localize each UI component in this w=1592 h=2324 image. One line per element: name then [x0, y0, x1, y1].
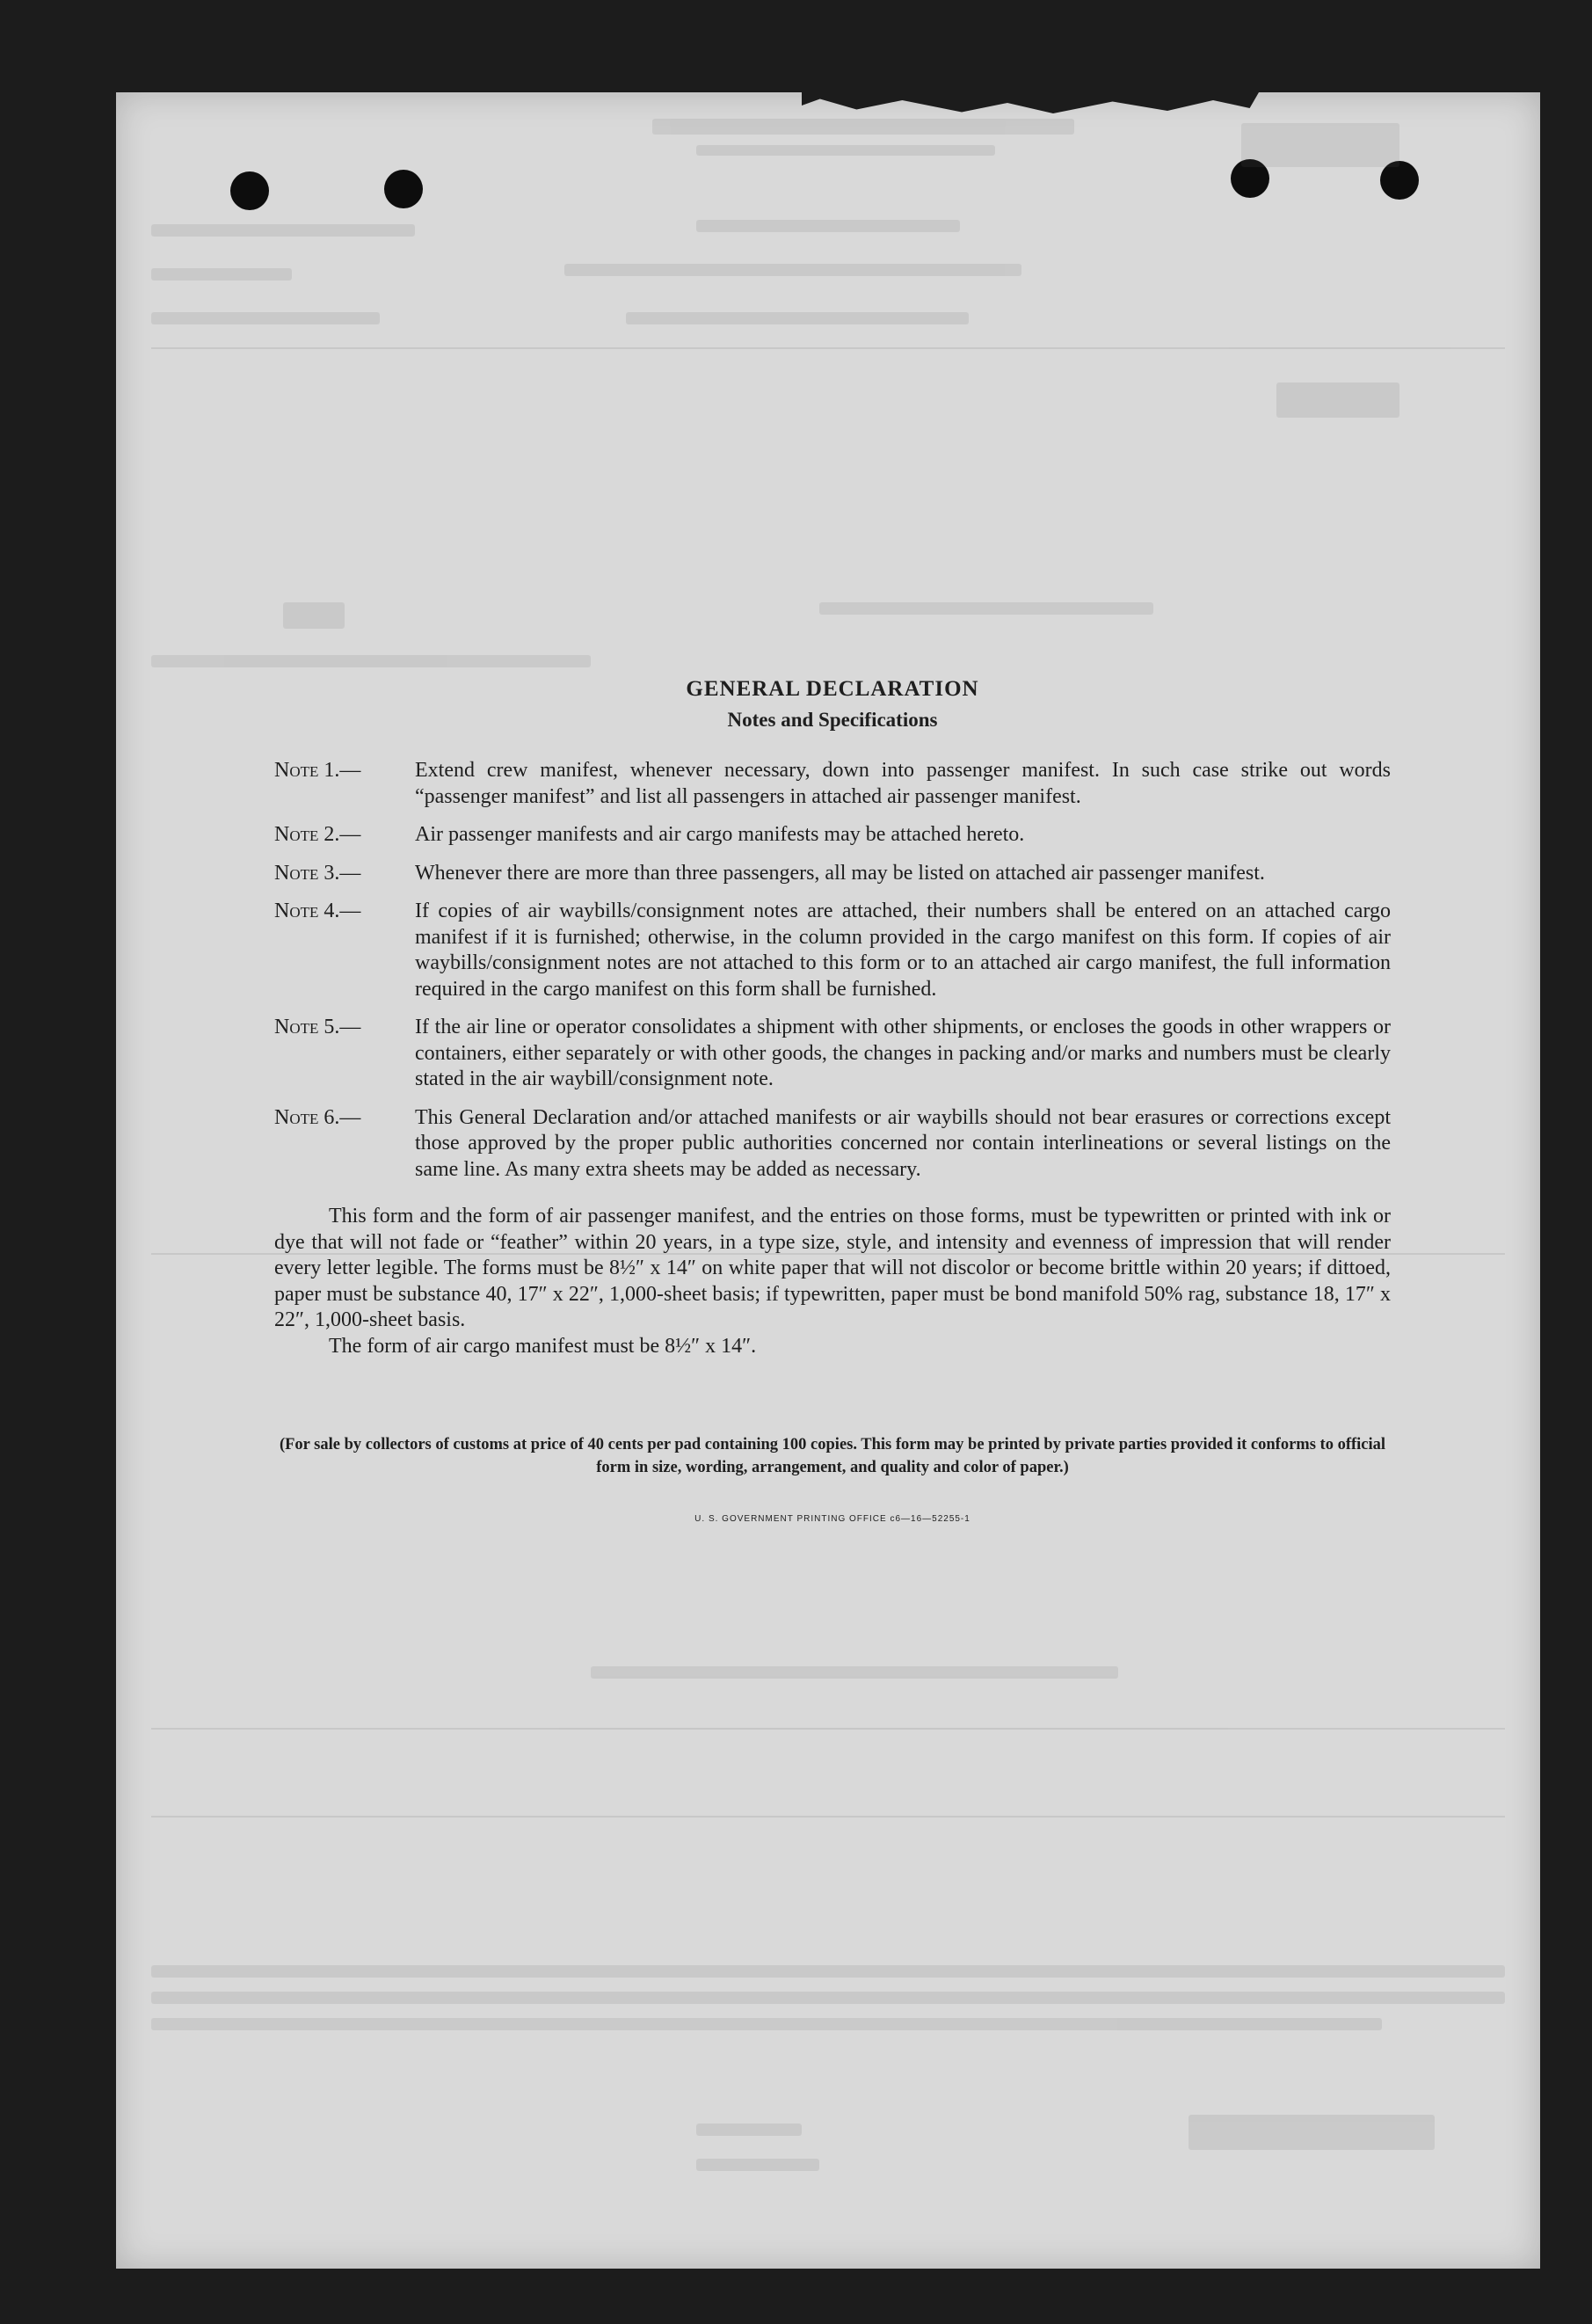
note-label: Note 1.— — [274, 759, 361, 782]
note-6 — [274, 1105, 1391, 1184]
note-label: Note 3.— — [274, 861, 361, 885]
note-2 — [274, 822, 1391, 849]
printer-imprint: U. S. GOVERNMENT PRINTING OFFICE c6—16—52255-1 — [694, 1514, 970, 1524]
torn-edge — [802, 92, 1259, 119]
note-1 — [274, 758, 1391, 810]
cargo-manifest-size-paragraph: The form of air cargo manifest must be 8½″ x 14″. — [329, 1334, 757, 1358]
punch-hole-icon — [1380, 161, 1419, 200]
note-text: Extend crew manifest, whenever necessary, down into passenger manifest. In such case strike out words “passenger manifest” and list all passengers in attached air passenger manifest. — [415, 759, 1391, 808]
paper-specification-paragraph: This form and the form of air passenger manifest, and the entries on those forms, must be typewritten or printed with ink or dye that will not fade or “feather” within 20 years, in a type size, style, and intensity and evenness of impression that will render every letter legible. The forms must be 8½″ x 14″ on white paper that will not discolor or become brittle within 20 years; if dittoed, paper must be substance 40, 17″ x 22″, 1,000-sheet basis; if typewritten, paper must be bond manifold 50% rag, substance 18, 17″ x 22″, 1,000-sheet basis. — [274, 1205, 1391, 1331]
notes-content — [274, 677, 1391, 1524]
punch-hole-icon — [230, 171, 269, 210]
note-text: This General Declaration and/or attached manifests or air waybills should not bear erasures or corrections except those approved by the proper public authorities concerned nor contain interlineations or several listings on the same line. As many extra sheets may be added as necessary. — [415, 1105, 1391, 1181]
note-5 — [274, 1015, 1391, 1093]
sale-notice: (For sale by collectors of customs at price of 40 cents per pad containing 100 copies. This form may be printed by private parties provided it conforms to official form in size, wording, arrangement, and quality and color of paper.) — [279, 1436, 1386, 1476]
note-text: If copies of air waybills/consignment notes are attached, their numbers shall be entered on an attached cargo manifest if it is furnished; otherwise, in the column provided in the cargo manifest on this form. If copies of air waybills/consignment notes are not attached to this form or to an attached air cargo manifest, the full information required in the cargo manifest on this form shall be furnished. — [415, 900, 1391, 1001]
note-text: Whenever there are more than three passengers, all may be listed on attached air passenger manifest. — [415, 861, 1265, 885]
note-text: If the air line or operator consolidates a shipment with other shipments, or encloses the goods in other wrappers or containers, either separately or with other goods, the changes in packing and/or marks and numbers must be clearly stated in the air waybill/consignment note. — [415, 1016, 1391, 1090]
document-sheet — [116, 92, 1540, 2269]
punch-hole-icon — [384, 170, 423, 208]
document-title: GENERAL DECLARATION — [686, 677, 979, 701]
note-label: Note 4.— — [274, 900, 361, 922]
note-label: Note 2.— — [274, 823, 361, 846]
document-subtitle: Notes and Specifications — [727, 709, 938, 731]
note-label: Note 5.— — [274, 1016, 361, 1038]
note-label: Note 6.— — [274, 1105, 361, 1129]
punch-hole-icon — [1231, 159, 1269, 198]
note-3 — [274, 861, 1391, 887]
note-4 — [274, 899, 1391, 1002]
note-text: Air passenger manifests and air cargo manifests may be attached hereto. — [415, 823, 1025, 846]
